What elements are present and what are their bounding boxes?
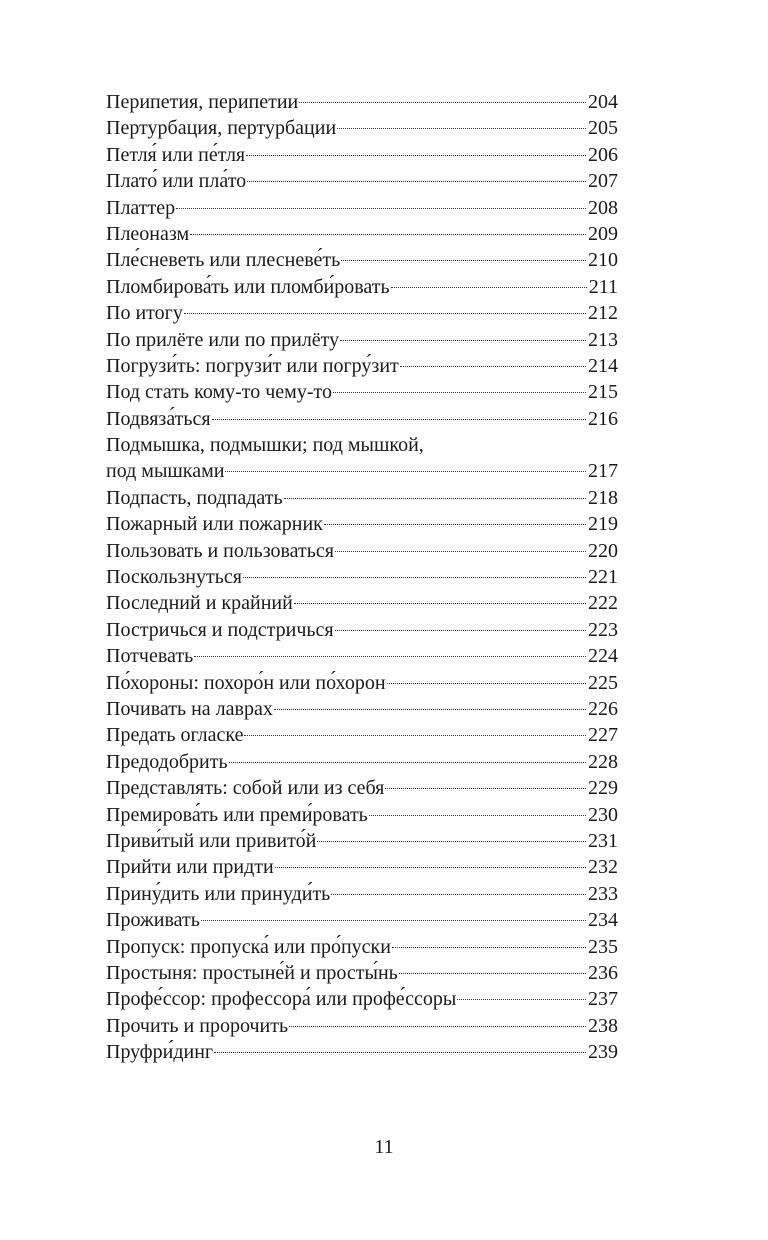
toc-entry-title: Подпасть, подпадать <box>106 486 283 509</box>
toc-entry-title: По прилёте или по прилёту <box>106 328 340 351</box>
toc-entry-page: 214 <box>588 354 618 377</box>
toc-entry-page: 238 <box>588 1014 618 1037</box>
toc-entry-title: Постричься и подстричься <box>106 618 334 641</box>
toc-entry-page: 205 <box>588 117 618 140</box>
dot-leader <box>340 340 586 341</box>
dot-leader <box>274 709 586 710</box>
dot-leader <box>324 524 586 525</box>
toc-entry-title: Пропуск: пропуска́ или про́пуски <box>106 935 391 958</box>
toc-entry-page: 231 <box>588 829 618 852</box>
toc-entry <box>106 274 618 300</box>
toc-entry <box>106 432 618 485</box>
toc-entry <box>106 854 618 880</box>
toc-entry <box>106 802 618 828</box>
toc-entry-title: Пертурбация, пертурбации <box>106 117 337 140</box>
dot-leader <box>190 234 586 235</box>
toc-entry-title: Премирова́ть или преми́ровать <box>106 803 368 826</box>
toc-entry-page: 225 <box>588 671 618 694</box>
toc-entry <box>106 538 618 564</box>
toc-entry-title: Платтер <box>106 196 176 219</box>
toc-entry-page: 207 <box>588 170 618 193</box>
dot-leader <box>391 287 587 288</box>
dot-leader <box>214 1052 586 1053</box>
toc-entry <box>106 353 618 379</box>
toc-entry <box>106 485 618 511</box>
toc-entry-page: 220 <box>588 539 618 562</box>
dot-leader <box>333 392 586 393</box>
dot-leader <box>246 155 586 156</box>
toc-entry-page: 212 <box>588 302 618 325</box>
toc-entry-page: 232 <box>588 856 618 879</box>
toc-entry <box>106 617 618 643</box>
toc-entry-page: 210 <box>588 249 618 272</box>
toc-entry-title: Почивать на лаврах <box>106 697 273 720</box>
dot-leader <box>247 181 586 182</box>
toc-entry-title: Пле́сневеть или плесневе́ть <box>106 249 341 272</box>
dot-leader <box>387 683 586 684</box>
toc-entry <box>106 775 618 801</box>
toc-entry-page: 206 <box>588 143 618 166</box>
toc-entry-page: 229 <box>588 777 618 800</box>
dot-leader <box>331 894 586 895</box>
toc-entry-title: Подмышка, подмышки; под мышкой, <box>106 434 424 457</box>
toc-entry <box>106 934 618 960</box>
toc-entry-page: 237 <box>588 988 618 1011</box>
toc-entry <box>106 327 618 353</box>
toc-entry-page: 217 <box>588 460 618 483</box>
toc-entry-title: Предать огласке <box>106 724 244 747</box>
toc-entry-title: Погрузи́ть: погрузи́т или погру́зит <box>106 354 399 377</box>
dot-leader <box>335 551 586 552</box>
toc-entry <box>106 406 618 432</box>
dot-leader <box>341 260 586 261</box>
dot-leader <box>337 128 586 129</box>
toc-entry-page: 224 <box>588 645 618 668</box>
dot-leader <box>399 973 586 974</box>
dot-leader <box>317 841 586 842</box>
toc-entry <box>106 907 618 933</box>
toc-entry-title: По́хороны: похоро́н или по́хорон <box>106 671 386 694</box>
toc-entry-title: Подвяза́ться <box>106 407 211 430</box>
toc-entry-page: 219 <box>588 513 618 536</box>
dot-leader <box>184 313 586 314</box>
dot-leader <box>457 999 586 1000</box>
toc-entry <box>106 696 618 722</box>
toc-entry-title: Проживать <box>106 909 200 932</box>
toc-entry-title-continued: под мышками <box>106 460 225 483</box>
dot-leader <box>400 366 586 367</box>
toc-entry-title: Пользовать и пользоваться <box>106 539 334 562</box>
toc-entry-page: 221 <box>588 566 618 589</box>
dot-leader <box>229 762 586 763</box>
toc-entry <box>106 828 618 854</box>
dot-leader <box>244 735 586 736</box>
dot-leader <box>225 471 586 472</box>
dot-leader <box>369 815 586 816</box>
toc-entry <box>106 115 618 141</box>
toc-entry-page: 230 <box>588 803 618 826</box>
toc-entry-title: Пруфри́динг <box>106 1041 214 1064</box>
dot-leader <box>243 577 586 578</box>
toc-entry-page: 227 <box>588 724 618 747</box>
toc-entry-title: Поскользнуться <box>106 566 242 589</box>
toc-entry-page: 233 <box>588 882 618 905</box>
toc-entry-page: 234 <box>588 909 618 932</box>
toc-entry-title: Представлять: собой или из себя <box>106 777 385 800</box>
table-of-contents <box>106 89 618 1065</box>
dot-leader <box>385 788 586 789</box>
toc-entry-title: Плеоназм <box>106 222 190 245</box>
toc-entry <box>106 564 618 590</box>
toc-entry-page: 239 <box>588 1041 618 1064</box>
toc-entry <box>106 247 618 273</box>
toc-entry <box>106 221 618 247</box>
dot-leader <box>176 208 586 209</box>
toc-entry-page: 236 <box>588 961 618 984</box>
toc-entry-page: 209 <box>588 222 618 245</box>
toc-entry-title: Предодобрить <box>106 750 228 773</box>
toc-entry-page: 216 <box>588 407 618 430</box>
toc-entry <box>106 590 618 616</box>
toc-entry <box>106 881 618 907</box>
toc-entry <box>106 749 618 775</box>
toc-entry <box>106 960 618 986</box>
toc-entry-title: Прину́дить или принуди́ть <box>106 882 331 905</box>
toc-entry-page: 235 <box>588 935 618 958</box>
toc-entry <box>106 142 618 168</box>
toc-entry-page: 218 <box>588 486 618 509</box>
dot-leader <box>194 656 586 657</box>
dot-leader <box>392 947 586 948</box>
toc-entry-page: 204 <box>588 91 618 113</box>
toc-entry-page: 223 <box>588 618 618 641</box>
toc-entry-page: 208 <box>588 196 618 219</box>
dot-leader <box>294 603 586 604</box>
toc-entry-title: Под стать кому-то чему-то <box>106 381 332 404</box>
toc-entry-page: 226 <box>588 697 618 720</box>
toc-entry-title: Пломбирова́ть или пломби́ровать <box>106 275 390 298</box>
toc-entry-title: Перипетия, перипетии <box>106 91 299 113</box>
dot-leader <box>201 920 586 921</box>
page-number: 11 <box>374 1136 394 1158</box>
dot-leader <box>212 419 586 420</box>
toc-entry-title: Плато́ или пла́то <box>106 170 247 193</box>
dot-leader <box>284 498 586 499</box>
toc-entry <box>106 379 618 405</box>
toc-entry-title: Прийти или придти <box>106 856 274 879</box>
toc-entry <box>106 89 618 115</box>
toc-entry-page: 211 <box>588 275 618 298</box>
toc-entry <box>106 986 618 1012</box>
toc-entry <box>106 300 618 326</box>
toc-entry <box>106 1013 618 1039</box>
toc-entry-title: Последний и крайний <box>106 592 293 615</box>
toc-entry-title: Профе́ссор: профессора́ или профе́ссоры <box>106 988 457 1011</box>
toc-entry-page: 215 <box>588 381 618 404</box>
toc-entry-title: Приви́тый или привито́й <box>106 829 317 852</box>
toc-entry-page: 213 <box>588 328 618 351</box>
toc-entry-title: Петля́ или пе́тля <box>106 143 246 166</box>
toc-entry-page: 228 <box>588 750 618 773</box>
toc-entry <box>106 670 618 696</box>
dot-leader <box>289 1026 586 1027</box>
toc-entry-continuation <box>106 458 618 484</box>
toc-entry-page: 222 <box>588 592 618 615</box>
toc-entry <box>106 168 618 194</box>
toc-entry <box>106 195 618 221</box>
dot-leader <box>335 630 586 631</box>
toc-entry-title: Пожарный или пожарник <box>106 513 323 536</box>
toc-entry-title: Потчевать <box>106 645 194 668</box>
toc-entry <box>106 643 618 669</box>
toc-entry-title: По итогу <box>106 302 183 325</box>
toc-entry <box>106 1039 618 1065</box>
toc-entry-title: Простыня: простыне́й и просты́нь <box>106 961 398 984</box>
dot-leader <box>299 102 586 103</box>
toc-entry-title: Прочить и пророчить <box>106 1014 289 1037</box>
dot-leader <box>275 867 586 868</box>
toc-entry <box>106 511 618 537</box>
toc-entry <box>106 722 618 748</box>
